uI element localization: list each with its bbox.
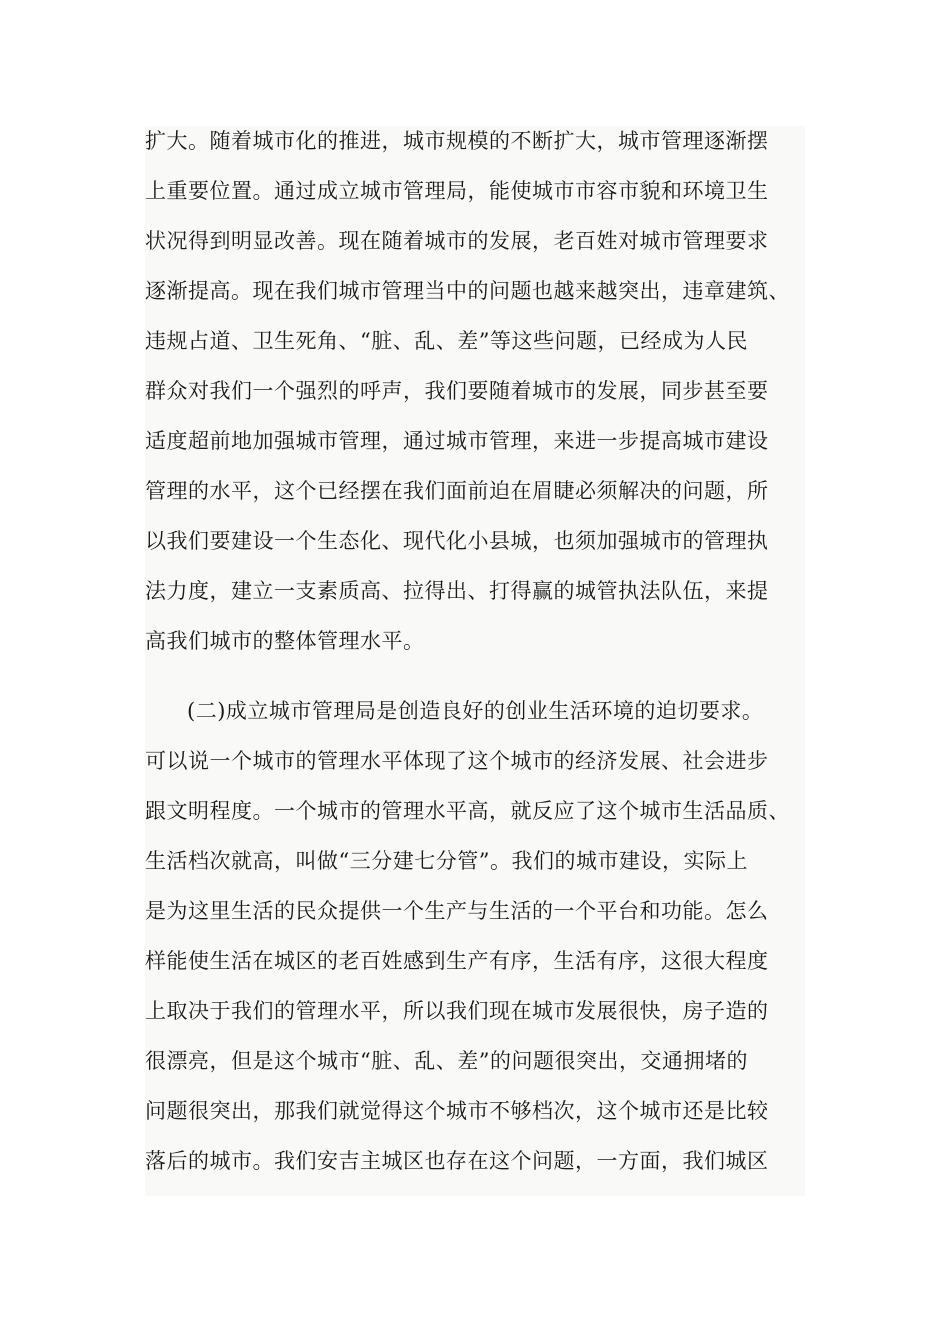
text-line: 违规占道、卫生死角、“脏、乱、差”等这些问题，已经成为人民 [145,329,748,353]
text-line: 群众对我们一个强烈的呼声，我们要随着城市的发展，同步甚至要 [145,379,769,403]
text-line: 状况得到明显改善。现在随着城市的发展，老百姓对城市管理要求 [145,229,769,253]
text-line: 问题很突出，那我们就觉得这个城市不够档次，这个城市还是比较 [145,1099,769,1123]
text-line: 以我们要建设一个生态化、现代化小县城，也须加强城市的管理执 [145,529,769,553]
section-heading-line: (二)成立城市管理局是创造良好的创业生活环境的迫切要求。 [187,699,764,723]
text-line: 适度超前地加强城市管理，通过城市管理，来进一步提高城市建设 [145,429,769,453]
text-line: 管理的水平，这个已经摆在我们面前迫在眉睫必须解决的问题，所 [145,479,769,503]
text-line: 扩大。随着城市化的推进，城市规模的不断扩大，城市管理逐渐摆 [145,129,769,153]
document-text-body [145,126,805,1196]
text-line: 上重要位置。通过成立城市管理局，能使城市市容市貌和环境卫生 [145,179,769,203]
text-line: 跟文明程度。一个城市的管理水平高，就反应了这个城市生活品质、 [145,799,790,823]
text-line: 上取决于我们的管理水平，所以我们现在城市发展很快，房子造的 [145,999,769,1023]
text-line: 高我们城市的整体管理水平。 [145,629,425,653]
text-line: 可以说一个城市的管理水平体现了这个城市的经济发展、社会进步 [145,749,769,773]
text-line: 逐渐提高。现在我们城市管理当中的问题也越来越突出，违章建筑、 [145,279,790,303]
text-line: 很漂亮，但是这个城市“脏、乱、差”的问题很突出，交通拥堵的 [145,1049,748,1073]
text-line: 样能使生活在城区的老百姓感到生产有序，生活有序，这很大程度 [145,949,769,973]
text-line: 是为这里生活的民众提供一个生产与生活的一个平台和功能。怎么 [145,899,769,923]
text-line: 法力度，建立一支素质高、拉得出、打得赢的城管执法队伍，来提 [145,579,769,603]
text-line: 落后的城市。我们安吉主城区也存在这个问题，一方面，我们城区 [145,1149,769,1173]
text-line: 生活档次就高，叫做“三分建七分管”。我们的城市建设，实际上 [145,849,748,873]
